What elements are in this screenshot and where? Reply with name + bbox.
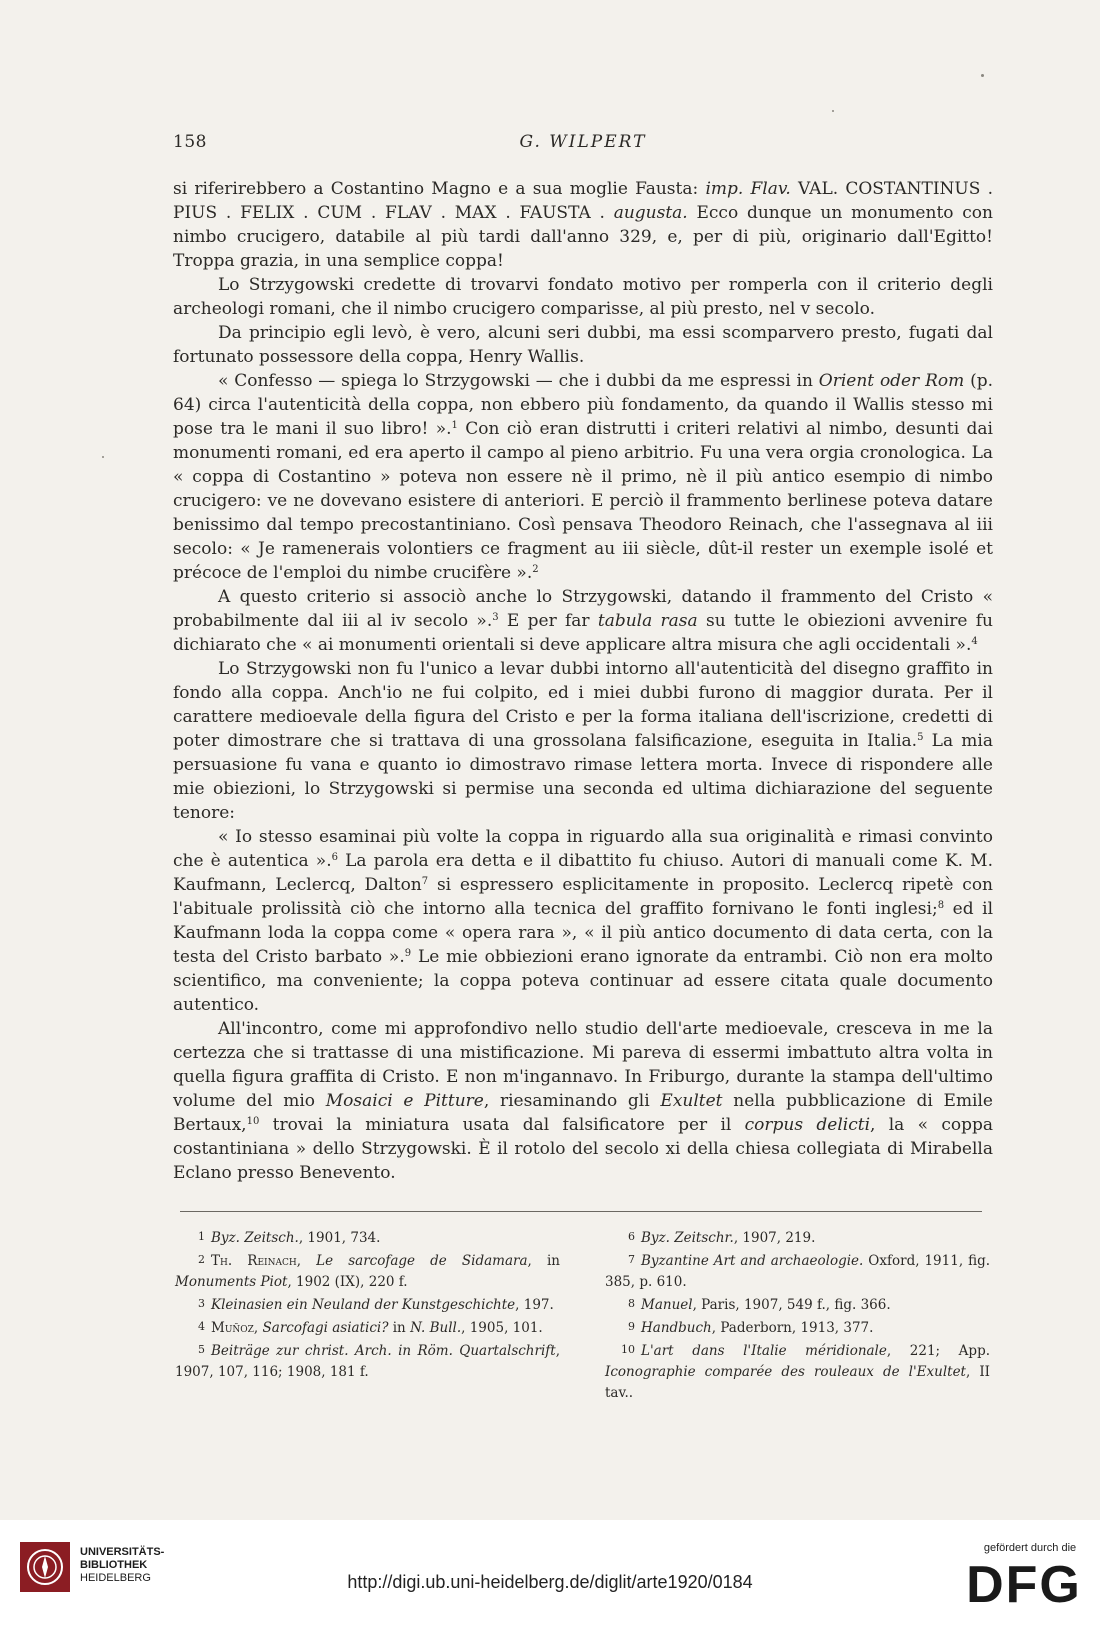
footnote-8: 8 Manuel, Paris, 1907, 549 f., fig. 366. [628, 1297, 891, 1313]
footnote-ref: 1 [451, 420, 458, 431]
footnote-ref: 5 [917, 732, 924, 743]
footnote-divider [180, 1211, 982, 1212]
paragraph-6: Lo Strzygowski non fu l'unico a levar dubbi intorno all'autenticità del disegno graffito in fondo alla coppa. Anch'io ne fui colpito, ed i miei dubbi furono di maggior durata. Per il carattere medioevale della figura del Cristo e per la forma italiana dell'iscrizione, credetti di poter dimostrare che si trattava di una grossolana falsificazione, eseguita in Italia.$^5$ La mia persuasione fu vana e quanto io dimostravo rimase lettera morta. Invece di rispondere alle mie obiezioni, lo Strzygowski si permise una seconda ed ultima dichiarazione del seguente tenore: [173, 659, 993, 823]
footnote-1: 1 Byz. Zeitsch., 1901, 734. [198, 1230, 381, 1246]
university-library-name: UNIVERSITÄTS- BIBLIOTHEK HEIDELBERG [80, 1546, 165, 1584]
paragraph-2: Lo Strzygowski credette di trovarvi fondato motivo per romperla con il criterio degli archeologi romani, che il nimbo crucigero comparisse, al più presto, nel v secolo. [173, 275, 993, 319]
footnote-10: 10 L'art dans l'Italie méridionale, 221; App. Iconographie comparée des rouleaux de l'Exultet, II tav.. [605, 1343, 991, 1401]
footnote-ref: 3 [492, 612, 499, 623]
paragraph-7: « Io stesso esaminai più volte la coppa in riguardo alla sua originalità e rimasi convinto che è autentica ».$^6$ La parola era detta e il dibattito fu chiuso. Autori di manuali come K. M. Kaufmann, Leclercq, Dalton$^7$ si espressero esplicitamente in proposito. Leclercq ripetè con l'abituale prolissità ciò che intorno alla tecnica del graffito fornivano le fonti inglesi;$^8$ ed il Kaufmann loda la coppa come « opera rara », « il più antico documento di data certa, con la testa del Cristo barbato ».$^9$ Le mie obbiezioni erano ignorate da entrambi. Ciò non era molto scientifico, ma conveniente; la coppa poteva continuar ad essere citata quale documento autentico. [173, 827, 994, 1015]
footnote-ref: 2 [532, 564, 539, 575]
paper-speck [102, 456, 104, 458]
paragraph-8: All'incontro, come mi approfondivo nello studio dell'arte medioevale, cresceva in me la certezza che si trattasse di una mistificazione. Mi pareva di essermi imbattuto altra volta in quella figura graffita di Cristo. E non m'ingannavo. In Friburgo, durante la stampa dell'ultimo volume del mio Mosaici e Pitture, riesaminando gli Exultet nella pubblicazione di Emile Bertaux,$^{10}$ trovai la miniatura usata dal falsificatore per il corpus delicti, la « coppa costantiniana » dello Strzygowski. È il rotolo del secolo xi della chiesa collegiata di Mirabella Eclano presso Benevento. [173, 1019, 993, 1183]
page-header [173, 132, 993, 158]
footnote-ref: 8 [937, 900, 945, 911]
funded-by-label: gefördert durch die [983, 1542, 1077, 1554]
running-head: G. WILPERT [519, 132, 647, 152]
body-text [173, 177, 993, 1185]
permalink-url[interactable]: http://digi.ub.uni-heidelberg.de/diglit/arte1920/0184 [347, 1572, 753, 1592]
footnote-2: 2 Th. Reinach, Le sarcofage de Sidamara, in Monuments Piot, 1902 (IX), 220 f. [175, 1253, 560, 1290]
footnote-6: 6 Byz. Zeitschr., 1907, 219. [628, 1230, 816, 1246]
paragraph-3: Da principio egli levò, è vero, alcuni seri dubbi, ma essi scomparvero presto, fugati dal fortunato possessore della coppa, Henry Wallis. [173, 323, 993, 367]
paragraph-5: A questo criterio si associò anche lo Strzygowski, datando il frammento del Cristo « probabilmente dal iii al iv secolo ».$^3$ E per far tabula rasa su tutte le obiezioni avvenire fu dichiarato che « ai monumenti orientali si deve applicare altra misura che agli occidentali ».$^4$ [173, 587, 993, 655]
dfg-logo: DFG [966, 1556, 1082, 1614]
footnote-3: 3 Kleinasien ein Neuland der Kunstgeschichte, 197. [198, 1297, 554, 1313]
footnote-ref: 6 [331, 852, 338, 863]
paper-speck [832, 110, 834, 112]
footnote-7: 7 Byzantine Art and archaeologie. Oxford, 1911, fig. 385, p. 610. [605, 1253, 991, 1290]
footnote-ref: 4 [971, 636, 978, 647]
footnote-ref: 10 [246, 1116, 260, 1127]
footnotes-left-column [175, 1226, 560, 1383]
paragraph-1: si riferirebbero a Costantino Magno e a sua moglie Fausta: imp. Flav. VAL. COSTANTINUS . PIUS . FELIX . CUM . FLAV . MAX . FAUSTA . augusta. Ecco dunque un monumento con nimbo crucigero, databile al più tardi dall'anno 329, e, per di più, originario dall'Egitto! Troppa grazia, in una semplice coppa! [173, 179, 993, 271]
page-number: 158 [173, 132, 207, 152]
footnotes-right-column [605, 1226, 990, 1404]
footnote-5: 5 Beiträge zur christ. Arch. in Röm. Quartalschrift, 1907, 107, 116; 1908, 181 f. [175, 1343, 560, 1380]
paper-speck [981, 74, 984, 77]
footnote-ref: 9 [404, 948, 412, 959]
footnote-ref: 7 [421, 876, 429, 887]
digitization-footer [0, 1520, 1100, 1629]
footnote-9: 9 Handbuch, Paderborn, 1913, 377. [628, 1320, 874, 1336]
footnote-4: 4 Muñoz, Sarcofagi asiatici? in N. Bull., 1905, 101. [198, 1320, 543, 1336]
paragraph-4: « Confesso — spiega lo Strzygowski — che i dubbi da me espressi in Orient oder Rom (p. 64) circa l'autenticità della coppa, non ebbero più fondamento, da quando il Wallis stesso mi pose tra le mani il suo libro! ».$^1$ Con ciò eran distrutti i criteri relativi al nimbo, desunti dai monumenti romani, ed era aperto il campo al pieno arbitrio. Fu una vera orgia cronologica. La « coppa di Costantino » poteva non essere nè il primo, nè il più antico esempio di nimbo crucigero: ve ne dovevano esistere di anteriori. E perciò il frammento berlinese poteva datare benissimo dal tempo precostantiniano. Così pensava Theodoro Reinach, che l'assegnava al iii secolo: « Je ramenerais volontiers ce fragment au iii siècle, dût-il rester un exemple isolé et précoce de l'emploi du nimbe crucifère ».$^2$ [173, 371, 994, 583]
